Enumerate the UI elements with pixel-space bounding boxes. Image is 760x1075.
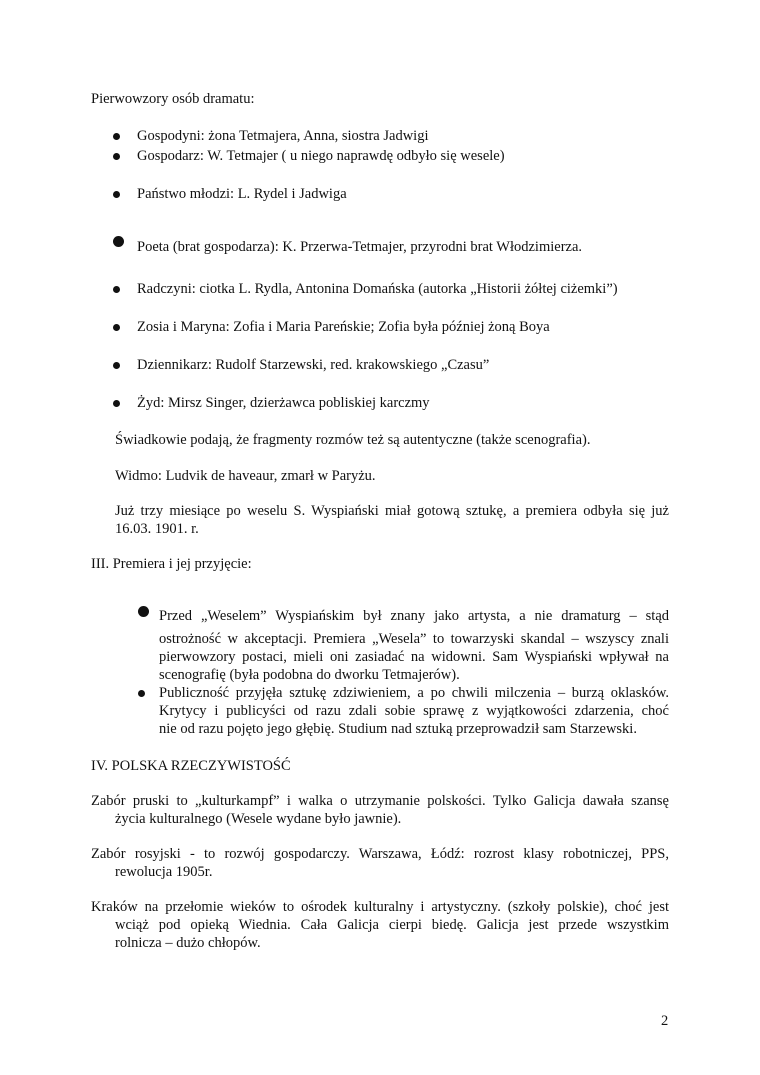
ghost-paragraph: Widmo: Ludvik de haveaur, zmarł w Paryżu. (115, 468, 376, 484)
bullet-dot (138, 690, 145, 697)
list-item: Żyd: Mirsz Singer, dzierżawca pobliskiej karczmy (137, 395, 430, 411)
list-item: Gospodarz: W. Tetmajer ( u niego naprawdę odbyło się wesele) (137, 148, 505, 164)
prussia-line: życia kulturalnego (Wesele wydane było jawnie). (115, 811, 402, 827)
krakow-line: rolnicza – dużo chłopów. (115, 935, 261, 951)
russia-line: Zabór rosyjski - to rozwój gospodarczy. Warszawa, Łódź: rozrost klasy robotniczej, PPS, (91, 846, 669, 862)
list-item: Zosia i Maryna: Zofia i Maria Pareńskie; Zofia była później żoną Boya (137, 319, 550, 335)
bullet-dot (113, 324, 120, 331)
months-line: Już trzy miesiące po weselu S. Wyspiański miał gotową sztukę, a premiera odbyła się już (115, 503, 669, 519)
krakow-line: wciąż pod opieką Wiednia. Cała Galicja cierpi biedę. Galicja jest przede wszystkim (115, 917, 669, 933)
list-item: Gospodyni: żona Tetmajera, Anna, siostra Jadwigi (137, 128, 429, 144)
bullet-dot (113, 236, 124, 247)
premiere-line: pierwowzory postaci, mieli oni zasiadać na widowni. Sam Wyspiański wpływał na (159, 649, 669, 665)
russia-line: rewolucja 1905r. (115, 864, 213, 880)
premiere-line: Krytycy i publicyści od razu zdali sobie sprawę z wyjątkowości zdarzenia, choć (159, 703, 669, 719)
premiere-line: Przed „Weselem” Wyspiańskim był znany jako artysta, a nie dramaturg – stąd (159, 608, 669, 624)
list-item: Poeta (brat gospodarza): K. Przerwa-Tetmajer, przyrodni brat Włodzimierza. (137, 239, 583, 255)
bullet-dot (113, 286, 120, 293)
list-item: Państwo młodzi: L. Rydel i Jadwiga (137, 186, 347, 202)
section-heading-premiere: III. Premiera i jej przyjęcie: (91, 556, 252, 572)
section-heading-reality: IV. POLSKA RZECZYWISTOŚĆ (91, 758, 291, 774)
premiere-line: nie od razu pojęto jego głębię. Studium nad sztuką przeprowadził sam Starzewski. (159, 721, 637, 737)
premiere-line: scenografię (była podobna do dworku Tetmajerów). (159, 667, 460, 683)
witnesses-paragraph: Świadkowie podają, że fragmenty rozmów też są autentyczne (także scenografia). (115, 432, 591, 448)
krakow-line: Kraków na przełomie wieków to ośrodek kulturalny i artystyczny. (szkoły polskie), choć jest (91, 899, 669, 915)
heading-prototypes: Pierwowzory osób dramatu: (91, 91, 255, 107)
bullet-dot (113, 153, 120, 160)
months-line: 16.03. 1901. r. (115, 521, 199, 537)
bullet-dot (113, 191, 120, 198)
premiere-line: ostrożność w akceptacji. Premiera „Wesela” to towarzyski skandal – wszyscy znali (159, 631, 669, 647)
premiere-line: Publiczność przyjęła sztukę zdziwieniem, a po chwili milczenia – burzą oklasków. (159, 685, 669, 701)
list-item: Radczyni: ciotka L. Rydla, Antonina Domańska (autorka „Historii żółtej ciżemki”) (137, 281, 618, 297)
bullet-dot (113, 362, 120, 369)
bullet-dot (113, 133, 120, 140)
prussia-line: Zabór pruski to „kulturkampf” i walka o utrzymanie polskości. Tylko Galicja dawała szansę (91, 793, 669, 809)
list-item: Dziennikarz: Rudolf Starzewski, red. krakowskiego „Czasu” (137, 357, 490, 373)
bullet-dot (138, 606, 149, 617)
page-number: 2 (661, 1013, 669, 1029)
bullet-dot (113, 400, 120, 407)
